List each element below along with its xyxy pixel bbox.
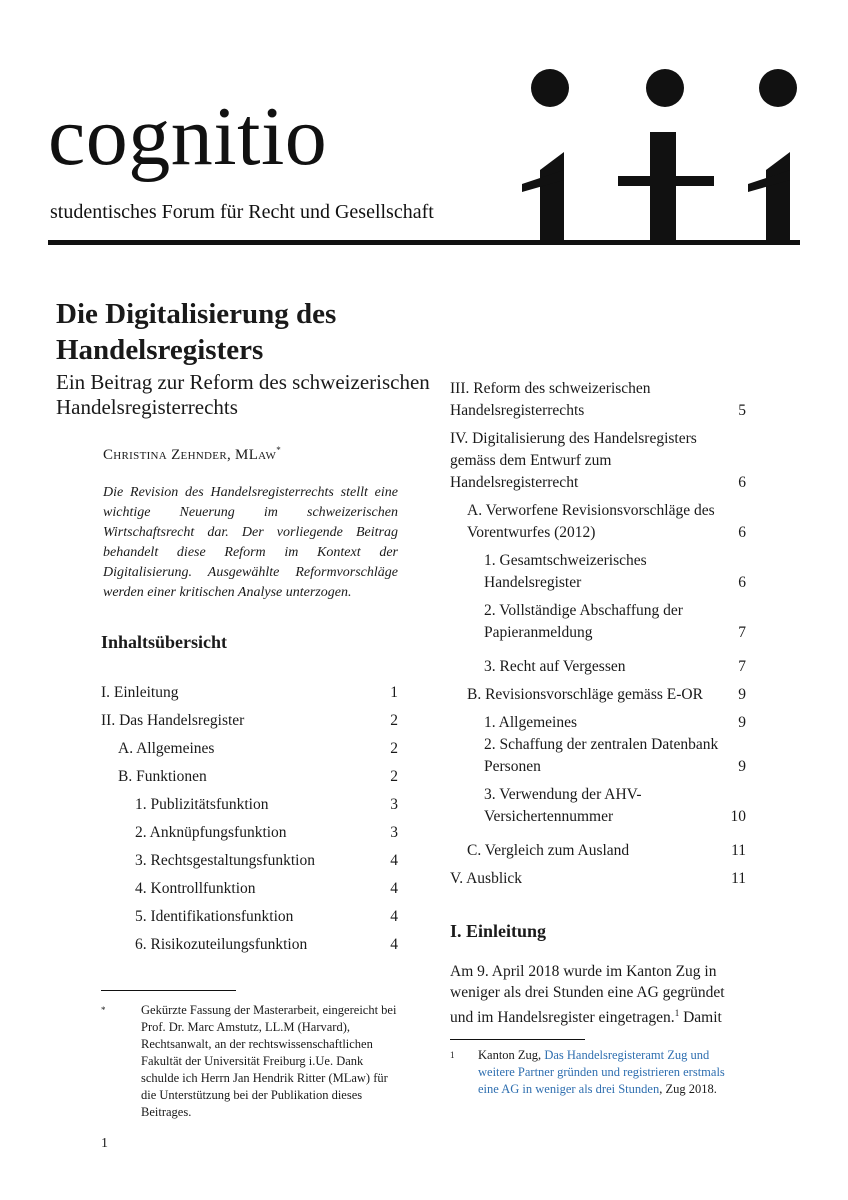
article-subtitle: Ein Beitrag zur Reform des schweizerischen Handelsregisterrechts (56, 370, 430, 419)
toc-entry (450, 500, 746, 544)
toc-entry (450, 378, 746, 422)
toc-entry (450, 784, 746, 828)
toc-entry-label: 3. Verwendung der AHV-Versichertennummer (484, 786, 642, 825)
toc-entry (450, 600, 746, 644)
toc-entry-label: 2. Anknüpfungsfunktion (135, 824, 287, 841)
footnote-link[interactable]: Das Handelsregisteramt Zug und weitere Partner gründen und registrieren erstmals eine AG in weniger als drei Stunden (478, 1048, 725, 1096)
toc-entry-label: V. Ausblick (450, 870, 523, 887)
toc-entry (450, 550, 746, 594)
toc-entry (101, 760, 398, 788)
toc-entry-label: II. Das Handelsregister (101, 712, 245, 729)
toc-heading: Inhaltsübersicht (101, 632, 228, 652)
toc-entry-page: 2 (390, 768, 398, 785)
page-number: 1 (101, 1136, 108, 1151)
article-title: Die Digitalisierung des Handelsregisters (56, 298, 337, 366)
toc-entry-label: B. Funktionen (118, 768, 207, 785)
toc-entry-label: 1. Allgemeines (484, 714, 577, 731)
toc-entry (101, 788, 398, 816)
toc-entry-label: 6. Risikozuteilungsfunktion (135, 936, 308, 953)
footnote-rule (450, 1039, 585, 1040)
toc-entry (450, 428, 746, 494)
journal-subtitle: studentisches Forum für Recht und Gesellschaft (50, 201, 434, 223)
toc-entry-label: 2. Schaffung der zentralen Datenbank Personen (484, 736, 719, 775)
footnote-rule (101, 990, 236, 991)
toc-entry-label: 1. Publizitätsfunktion (135, 796, 269, 813)
toc-entry-label: 5. Identifikationsfunktion (135, 908, 294, 925)
toc-entry-label: A. Verworfene Revisionsvorschläge des Vorentwurfes (2012) (467, 502, 715, 541)
toc-entry-label: IV. Digitalisierung des Handelsregisters gemäss dem Entwurf zum Handelsregisterrecht (450, 430, 697, 491)
section-heading: I. Einleitung (450, 921, 547, 941)
toc-entry (101, 816, 398, 844)
toc-entry-label: 4. Kontrollfunktion (135, 880, 256, 897)
abstract: Die Revision des Handelsregisterrechts stellt eine wichtige Neuerung im schweizerischen Wirtschaftsrecht dar. Der vorliegende Beitrag behandelt diese Reform im Kontext der Digitalisierung. Ausgewählte Reformvorschläge werden einer kritischen Analyse unterzogen. (103, 485, 398, 600)
toc-entry-page: 4 (390, 880, 398, 897)
toc-entry-label: I. Einleitung (101, 684, 179, 701)
toc-entry-page: 4 (390, 936, 398, 953)
toc-entry-label: B. Revisionsvorschläge gemäss E-OR (467, 686, 703, 703)
toc-entry (101, 732, 398, 760)
toc-entry-page: 10 (730, 808, 746, 825)
toc-entry-page: 7 (738, 658, 746, 675)
footnote-star (101, 1002, 398, 1121)
toc-entry (101, 872, 398, 900)
toc-entry (450, 706, 746, 734)
toc-entry (101, 676, 398, 704)
toc-entry-page: 2 (390, 712, 398, 729)
body-text: Am 9. April 2018 wurde im Kanton Zug in weniger als drei Stunden eine AG gegründet und im Handelsregister eingetragen. (450, 963, 725, 1027)
journal-title: cognitio (48, 90, 328, 183)
toc-entry (101, 900, 398, 928)
toc-entry-page: 9 (738, 758, 746, 775)
toc-entry-page: 5 (738, 402, 746, 419)
toc-entry-page: 4 (390, 908, 398, 925)
footnote-ref[interactable]: 1 (674, 1008, 680, 1018)
author-footnote-mark: * (276, 445, 282, 455)
toc-entry-page: 4 (390, 852, 398, 869)
toc-entry-page: 6 (738, 574, 746, 591)
toc-entry (450, 862, 746, 890)
footnote-suffix: , Zug 2018. (659, 1082, 717, 1096)
toc-entry-label: III. Reform des schweizerischen Handelsregisterrechts (450, 380, 651, 419)
toc-entry-page: 3 (390, 796, 398, 813)
toc-entry-label: A. Allgemeines (118, 740, 215, 757)
toc-entry-label: 3. Recht auf Vergessen (484, 658, 626, 675)
toc-entry-label: C. Vergleich zum Ausland (467, 842, 630, 859)
toc-entry (450, 650, 746, 678)
toc-entry (450, 678, 746, 706)
toc-entry-page: 7 (738, 624, 746, 641)
toc-entry-page: 2 (390, 740, 398, 757)
toc-entry (450, 734, 746, 778)
toc-entry-label: 3. Rechtsgestaltungsfunktion (135, 852, 315, 869)
toc-entry (450, 834, 746, 862)
footnote-mark: * (101, 1005, 106, 1015)
toc-entry (101, 928, 398, 956)
footnote-prefix: Kanton Zug, (478, 1048, 545, 1062)
toc-left-column (101, 676, 398, 956)
toc-entry-label: 1. Gesamtschweizerisches Handelsregister (484, 552, 647, 591)
body-paragraph (450, 961, 746, 1028)
toc-entry-page: 11 (731, 842, 746, 859)
toc-entry-page: 11 (731, 870, 746, 887)
toc-entry-label: 2. Vollständige Abschaffung der Papieranmeldung (484, 602, 683, 641)
toc-entry-page: 6 (738, 524, 746, 541)
author (103, 445, 281, 464)
toc-entry-page: 9 (738, 686, 746, 703)
toc-entry-page: 1 (390, 684, 398, 701)
toc-entry-page: 6 (738, 474, 746, 491)
toc-right-column (450, 378, 746, 890)
toc-entry-page: 9 (738, 714, 746, 731)
toc-entry (101, 704, 398, 732)
author-name: Christina Zehnder, MLaw (103, 447, 277, 463)
toc-entry-page: 3 (390, 824, 398, 841)
body-text-continued: Damit (679, 1009, 722, 1027)
footnote-text: Gekürzte Fassung der Masterarbeit, eingereicht bei Prof. Dr. Marc Amstutz, LL.M (Harvard), Rechtsanwalt, an der rechtswissenschaftlichen Fakultät der Universität Freiburg i.Ue. Dank schulde ich Herrn Jan Hendrik Ritter (MLaw) für die Unterstützung bei der Publikation dieses Beitrages. (141, 1003, 397, 1119)
footnote-text (478, 1047, 746, 1098)
toc-entry (101, 844, 398, 872)
footnote-1 (450, 1047, 746, 1098)
iti-logo-icon (520, 62, 810, 250)
footnote-mark: 1 (450, 1050, 455, 1060)
